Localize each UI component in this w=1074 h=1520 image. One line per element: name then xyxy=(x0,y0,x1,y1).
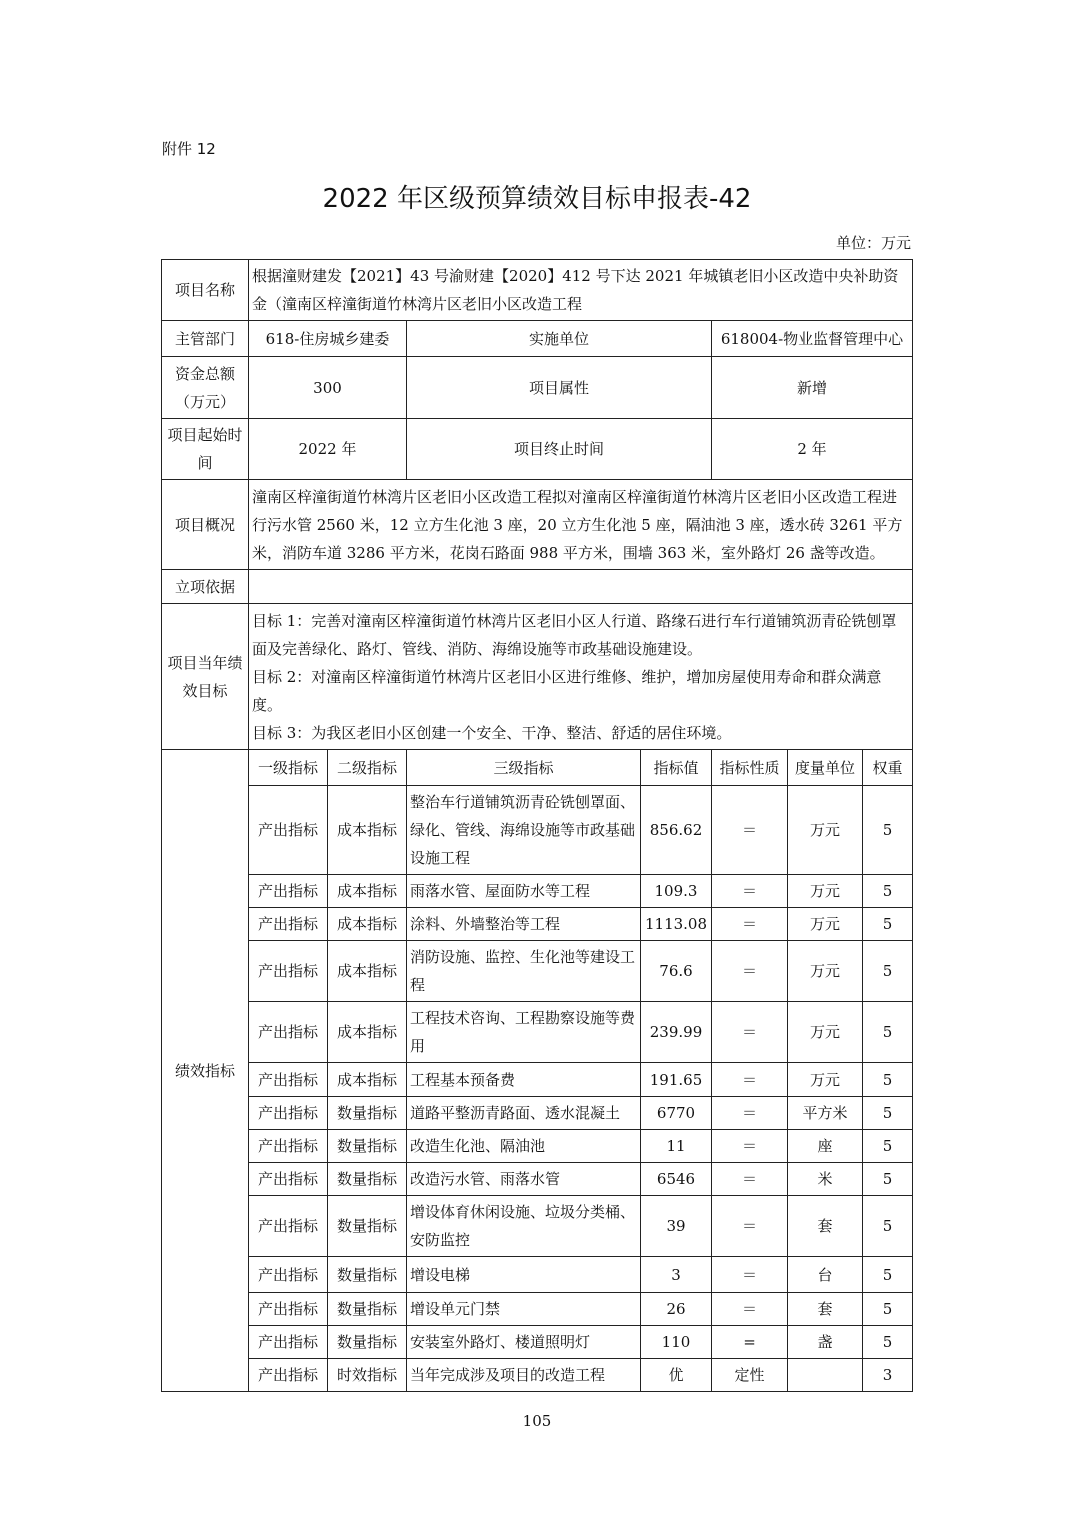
dept-label: 主管部门 xyxy=(162,321,249,357)
row-14-weight: 3 xyxy=(863,1359,913,1392)
row-8-l3: 改造生化池、隔油池 xyxy=(407,1130,641,1163)
row-9-unit: 米 xyxy=(788,1163,863,1196)
row-5-value: 239.99 xyxy=(641,1002,712,1063)
row-4-l2: 成本指标 xyxy=(328,941,407,1002)
row-14-l1: 产出指标 xyxy=(249,1359,328,1392)
start-label: 项目起始时间 xyxy=(162,419,249,480)
header-level1: 一级指标 xyxy=(249,750,328,786)
row-8-value: 11 xyxy=(641,1130,712,1163)
row-2-l2: 成本指标 xyxy=(328,875,407,908)
row-10-unit: 套 xyxy=(788,1196,863,1257)
row-4-value: 76.6 xyxy=(641,941,712,1002)
overview-label: 项目概况 xyxy=(162,480,249,570)
goal-1: 目标 1：完善对潼南区梓潼街道竹林湾片区老旧小区人行道、路缘石进行车行道铺筑沥青砼铣刨罩面及完善绿化、路灯、管线、消防、海绵设施等市政基础设施建设。 xyxy=(252,611,897,658)
row-5-weight: 5 xyxy=(863,1002,913,1063)
row-10-value: 39 xyxy=(641,1196,712,1257)
header-nature: 指标性质 xyxy=(712,750,788,786)
basis-label: 立项依据 xyxy=(162,570,249,604)
row-6-l3: 工程基本预备费 xyxy=(407,1063,641,1097)
row-3-nature: ＝ xyxy=(712,908,788,941)
row-14-unit xyxy=(788,1359,863,1392)
row-13-l2: 数量指标 xyxy=(328,1326,407,1359)
perf-label: 绩效指标 xyxy=(162,750,249,1392)
row-1-value: 856.62 xyxy=(641,786,712,875)
row-14-nature: 定性 xyxy=(712,1359,788,1392)
row-10-l3: 增设体育休闲设施、垃圾分类桶、安防监控 xyxy=(407,1196,641,1257)
impl-value: 618004-物业监督管理中心 xyxy=(712,321,913,357)
row-6-nature: ＝ xyxy=(712,1063,788,1097)
row-2-l3: 雨落水管、屋面防水等工程 xyxy=(407,875,641,908)
row-11-unit: 台 xyxy=(788,1257,863,1293)
row-7-l2: 数量指标 xyxy=(328,1097,407,1130)
header-level2: 二级指标 xyxy=(328,750,407,786)
row-13-nature: = xyxy=(712,1326,788,1359)
row-8-l2: 数量指标 xyxy=(328,1130,407,1163)
row-12-weight: 5 xyxy=(863,1293,913,1326)
goal-2: 目标 2：对潼南区梓潼街道竹林湾片区老旧小区进行维修、维护，增加房屋使用寿命和群众满意度。 xyxy=(252,667,882,714)
row-9-l3: 改造污水管、雨落水管 xyxy=(407,1163,641,1196)
row-6-value: 191.65 xyxy=(641,1063,712,1097)
end-value: 2 年 xyxy=(712,419,913,480)
row-1-l1: 产出指标 xyxy=(249,786,328,875)
row-12-l1: 产出指标 xyxy=(249,1293,328,1326)
row-11-l1: 产出指标 xyxy=(249,1257,328,1293)
row-11-l2: 数量指标 xyxy=(328,1257,407,1293)
attr-value: 新增 xyxy=(712,357,913,419)
start-value: 2022 年 xyxy=(249,419,407,480)
header-weight: 权重 xyxy=(863,750,913,786)
project-name-value: 根据潼财建发【2021】43 号渝财建【2020】412 号下达 2021 年城镇老旧小区改造中央补助资金（潼南区梓潼街道竹林湾片区老旧小区改造工程 xyxy=(249,260,913,321)
row-4-l1: 产出指标 xyxy=(249,941,328,1002)
row-10-l2: 数量指标 xyxy=(328,1196,407,1257)
row-2-nature: ＝ xyxy=(712,875,788,908)
budget-target-table xyxy=(161,259,913,1392)
overview-value: 潼南区梓潼街道竹林湾片区老旧小区改造工程拟对潼南区梓潼街道竹林湾片区老旧小区改造工程进行污水管 2560 米，12 立方生化池 3 座，20 立方生化池 5 座，隔油池 3 座，透水砖 3261 平方米，消防车道 3286 平方米，花岗石路面 988 平方米，围墙 363 米，室外路灯 26 盏等改造。 xyxy=(249,480,913,570)
header-value: 指标值 xyxy=(641,750,712,786)
row-13-l1: 产出指标 xyxy=(249,1326,328,1359)
row-4-l3: 消防设施、监控、生化池等建设工程 xyxy=(407,941,641,1002)
row-6-unit: 万元 xyxy=(788,1063,863,1097)
row-9-l2: 数量指标 xyxy=(328,1163,407,1196)
row-10-weight: 5 xyxy=(863,1196,913,1257)
row-4-weight: 5 xyxy=(863,941,913,1002)
row-8-nature: ＝ xyxy=(712,1130,788,1163)
row-6-l1: 产出指标 xyxy=(249,1063,328,1097)
row-3-l2: 成本指标 xyxy=(328,908,407,941)
row-5-unit: 万元 xyxy=(788,1002,863,1063)
row-11-weight: 5 xyxy=(863,1257,913,1293)
row-2-unit: 万元 xyxy=(788,875,863,908)
row-1-unit: 万元 xyxy=(788,786,863,875)
row-7-l1: 产出指标 xyxy=(249,1097,328,1130)
unit-label: 单位：万元 xyxy=(835,234,911,252)
row-9-l1: 产出指标 xyxy=(249,1163,328,1196)
row-9-nature: ＝ xyxy=(712,1163,788,1196)
row-13-weight: 5 xyxy=(863,1326,913,1359)
row-8-l1: 产出指标 xyxy=(249,1130,328,1163)
row-3-value: 1113.08 xyxy=(641,908,712,941)
funds-value: 300 xyxy=(249,357,407,419)
row-10-l1: 产出指标 xyxy=(249,1196,328,1257)
row-11-l3: 增设电梯 xyxy=(407,1257,641,1293)
project-name-label: 项目名称 xyxy=(162,260,249,321)
goals-cell xyxy=(249,604,913,750)
row-13-value: 110 xyxy=(641,1326,712,1359)
row-12-l3: 增设单元门禁 xyxy=(407,1293,641,1326)
row-4-unit: 万元 xyxy=(788,941,863,1002)
row-7-nature: ＝ xyxy=(712,1097,788,1130)
row-2-l1: 产出指标 xyxy=(249,875,328,908)
row-12-nature: ＝ xyxy=(712,1293,788,1326)
page-number: 105 xyxy=(522,1412,552,1430)
impl-label: 实施单位 xyxy=(407,321,712,357)
goal-3: 目标 3：为我区老旧小区创建一个安全、干净、整洁、舒适的居住环境。 xyxy=(252,723,732,742)
row-11-value: 3 xyxy=(641,1257,712,1293)
row-7-l3: 道路平整沥青路面、透水混凝土 xyxy=(407,1097,641,1130)
attr-label: 项目属性 xyxy=(407,357,712,419)
row-11-nature: ＝ xyxy=(712,1257,788,1293)
end-label: 项目终止时间 xyxy=(407,419,712,480)
row-1-nature: ＝ xyxy=(712,786,788,875)
row-3-l3: 涂料、外墙整治等工程 xyxy=(407,908,641,941)
row-8-weight: 5 xyxy=(863,1130,913,1163)
row-14-l3: 当年完成涉及项目的改造工程 xyxy=(407,1359,641,1392)
row-10-nature: ＝ xyxy=(712,1196,788,1257)
row-1-l2: 成本指标 xyxy=(328,786,407,875)
row-5-l2: 成本指标 xyxy=(328,1002,407,1063)
row-14-value: 优 xyxy=(641,1359,712,1392)
row-9-value: 6546 xyxy=(641,1163,712,1196)
row-5-l1: 产出指标 xyxy=(249,1002,328,1063)
page-title: 2022 年区级预算绩效目标申报表-42 xyxy=(322,184,752,214)
row-14-l2: 时效指标 xyxy=(328,1359,407,1392)
row-2-value: 109.3 xyxy=(641,875,712,908)
row-7-unit: 平方米 xyxy=(788,1097,863,1130)
row-3-l1: 产出指标 xyxy=(249,908,328,941)
row-6-weight: 5 xyxy=(863,1063,913,1097)
row-5-l3: 工程技术咨询、工程勘察设施等费用 xyxy=(407,1002,641,1063)
row-12-unit: 套 xyxy=(788,1293,863,1326)
row-12-value: 26 xyxy=(641,1293,712,1326)
row-8-unit: 座 xyxy=(788,1130,863,1163)
row-4-nature: ＝ xyxy=(712,941,788,1002)
header-unit: 度量单位 xyxy=(788,750,863,786)
row-9-weight: 5 xyxy=(863,1163,913,1196)
goals-label: 项目当年绩效目标 xyxy=(162,604,249,750)
header-level3: 三级指标 xyxy=(407,750,641,786)
row-3-unit: 万元 xyxy=(788,908,863,941)
funds-label: 资金总额（万元） xyxy=(162,357,249,419)
row-1-l3: 整治车行道铺筑沥青砼铣刨罩面、绿化、管线、海绵设施等市政基础设施工程 xyxy=(407,786,641,875)
dept-value: 618-住房城乡建委 xyxy=(249,321,407,357)
row-7-weight: 5 xyxy=(863,1097,913,1130)
row-13-unit: 盏 xyxy=(788,1326,863,1359)
row-5-nature: ＝ xyxy=(712,1002,788,1063)
row-3-weight: 5 xyxy=(863,908,913,941)
row-2-weight: 5 xyxy=(863,875,913,908)
row-13-l3: 安装室外路灯、楼道照明灯 xyxy=(407,1326,641,1359)
row-7-value: 6770 xyxy=(641,1097,712,1130)
row-1-weight: 5 xyxy=(863,786,913,875)
attachment-label: 附件 12 xyxy=(162,140,216,158)
row-12-l2: 数量指标 xyxy=(328,1293,407,1326)
basis-value xyxy=(249,570,913,604)
row-6-l2: 成本指标 xyxy=(328,1063,407,1097)
